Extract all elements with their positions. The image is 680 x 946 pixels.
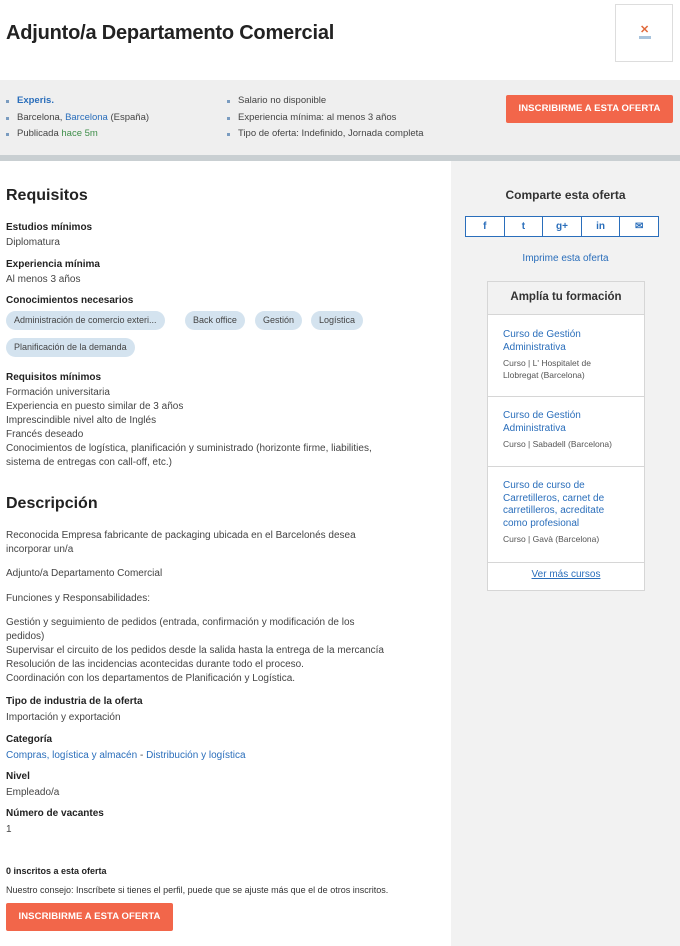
course-meta-line: Llobregat (Barcelona) [503,370,585,380]
location-country: (España) [110,111,150,123]
course-title-line: Administrativa [503,422,566,434]
category-sub-link[interactable]: Distribución y logística [146,750,246,761]
category-main-link[interactable]: Compras, logística y almacén [6,750,138,761]
published-prefix: Publicada [17,128,59,139]
intro-line: incorporar un/a [6,544,74,555]
apply-button-top[interactable]: INSCRIBIRME A ESTA OFERTA [506,95,673,123]
published-time: hace 5m [61,128,98,139]
courses-heading: Amplía tu formación [488,282,644,315]
industry-label: Tipo de industria de la oferta [6,696,143,707]
course-meta-line: Curso | Gavà (Barcelona) [503,534,600,544]
level-value: Empleado/a [6,787,60,798]
min-req-line: Imprescindible nivel alto de Inglés [6,415,157,426]
course-meta [503,438,633,450]
apply-button-bottom[interactable]: INSCRIBIRME A ESTA OFERTA [6,903,173,931]
level-label: Nivel [6,771,30,782]
function-line: Supervisar el circuito de los pedidos desde la salida hasta la entrega de la mercancía [6,645,384,656]
course-title-line: como profesional [503,517,580,529]
company-logo[interactable] [615,4,673,62]
experience-label: Experiencia mínima [6,259,100,270]
location-item [6,110,149,127]
vacancies-value: 1 [6,824,12,835]
vacancies-label: Número de vacantes [6,808,104,819]
salary-item: Salario no disponible [227,93,424,110]
min-req-line: sistema de entregas con call-off, etc.) [6,457,173,468]
advice-text: Nuestro consejo: Inscríbete si tienes el perfil, puede que se ajuste más que el de otros inscritos. [6,885,389,895]
job-header [0,0,680,80]
twitter-icon[interactable] [505,217,544,236]
main-content [0,161,451,946]
linkedin-glyph: in [596,221,606,232]
print-offer-link[interactable]: Imprime esta oferta [522,253,609,264]
skill-tag[interactable]: Gestión [255,311,302,330]
published-item [6,126,149,143]
skill-tag[interactable]: Back office [185,311,245,330]
course-item[interactable] [488,315,644,397]
studies-label: Estudios mínimos [6,222,93,233]
course-title-line: Curso de curso de [503,480,585,491]
industry-value: Importación y exportación [6,712,121,723]
requirements-heading: Requisitos [6,187,88,204]
skill-tag[interactable]: Administración de comercio exteri... [6,311,165,330]
course-item[interactable] [488,397,644,467]
description-heading: Descripción [6,495,98,512]
inscribed-count: 0 inscritos a esta oferta [6,866,107,876]
experience-value: Al menos 3 años [6,274,81,285]
course-meta-line: Curso | L' Hospitalet de [503,358,591,368]
course-item[interactable] [488,467,644,563]
course-title[interactable] [503,410,633,435]
sidebar [451,161,680,946]
studies-value: Diplomatura [6,237,60,248]
job-info-right [227,93,424,143]
course-title[interactable] [503,480,633,530]
more-courses-link[interactable]: Ver más cursos [531,569,601,580]
function-line: pedidos) [6,631,45,642]
company-link[interactable]: Experis. [17,95,54,106]
min-req-label: Requisitos mínimos [6,372,102,383]
function-line: Resolución de las incidencias acontecidas durante todo el proceso. [6,659,304,670]
course-title-line: Curso de Gestión [503,410,581,421]
google-plus-icon[interactable] [543,217,582,236]
course-title-line: Administrativa [503,341,566,353]
share-title: Comparte esta oferta [505,188,626,202]
functions-heading: Funciones y Responsabilidades: [6,593,150,604]
location-city: Barcelona, [17,111,63,123]
min-req-line: Conocimientos de logística, planificación y suministrado (horizonte firme, liabilities, [6,443,372,454]
knowledge-label: Conocimientos necesarios [6,295,134,306]
location-region-link[interactable]: Barcelona [65,111,108,123]
job-info-left [6,93,149,143]
course-title-line: carretilleros, acreditate [503,505,605,516]
google-plus-glyph: g+ [556,221,568,232]
function-line: Coordinación con los departamentos de Planificación y Logística. [6,673,296,684]
category-label: Categoría [6,734,53,745]
skill-tag[interactable]: Planificación de la demanda [6,338,135,357]
page-title: Adjunto/a Departamento Comercial [6,22,335,44]
courses-box [487,281,645,591]
intro-line: Reconocida Empresa fabricante de packaging ubicada en el Barcelonés desea [6,530,356,541]
linkedin-icon[interactable] [582,217,621,236]
facebook-icon[interactable] [466,217,505,236]
share-buttons [465,216,659,237]
twitter-glyph: t [521,221,526,232]
category-value [6,749,246,763]
course-title-line: Curso de Gestión [503,329,581,340]
facebook-glyph: f [483,221,487,232]
min-req-line: Formación universitaria [6,387,110,398]
course-meta-line: Curso | Sabadell (Barcelona) [503,439,612,449]
skill-tag[interactable]: Logística [311,311,363,330]
broken-image-icon: ✕ [640,24,650,36]
company-item [6,93,149,110]
min-req-line: Experiencia en puesto similar de 3 años [6,401,184,412]
position-name: Adjunto/a Departamento Comercial [6,568,163,579]
min-req-text [6,386,372,470]
offer-type-item: Tipo de oferta: Indefinido, Jornada completa [227,126,424,143]
description-intro [6,529,356,557]
functions-text [6,616,384,686]
course-meta [503,533,633,545]
email-icon[interactable] [620,217,658,236]
course-title-line: Carretilleros, carnet de [503,492,605,504]
experience-item: Experiencia mínima: al menos 3 años [227,110,424,127]
function-line: Gestión y seguimiento de pedidos (entrada, confirmación y modificación de los [6,617,355,628]
logo-placeholder-bar [639,36,651,39]
email-glyph: ✉ [634,221,644,232]
course-title[interactable] [503,329,633,354]
min-req-line: Francés deseado [6,429,84,440]
course-meta [503,357,633,381]
category-separator: - [137,750,147,761]
